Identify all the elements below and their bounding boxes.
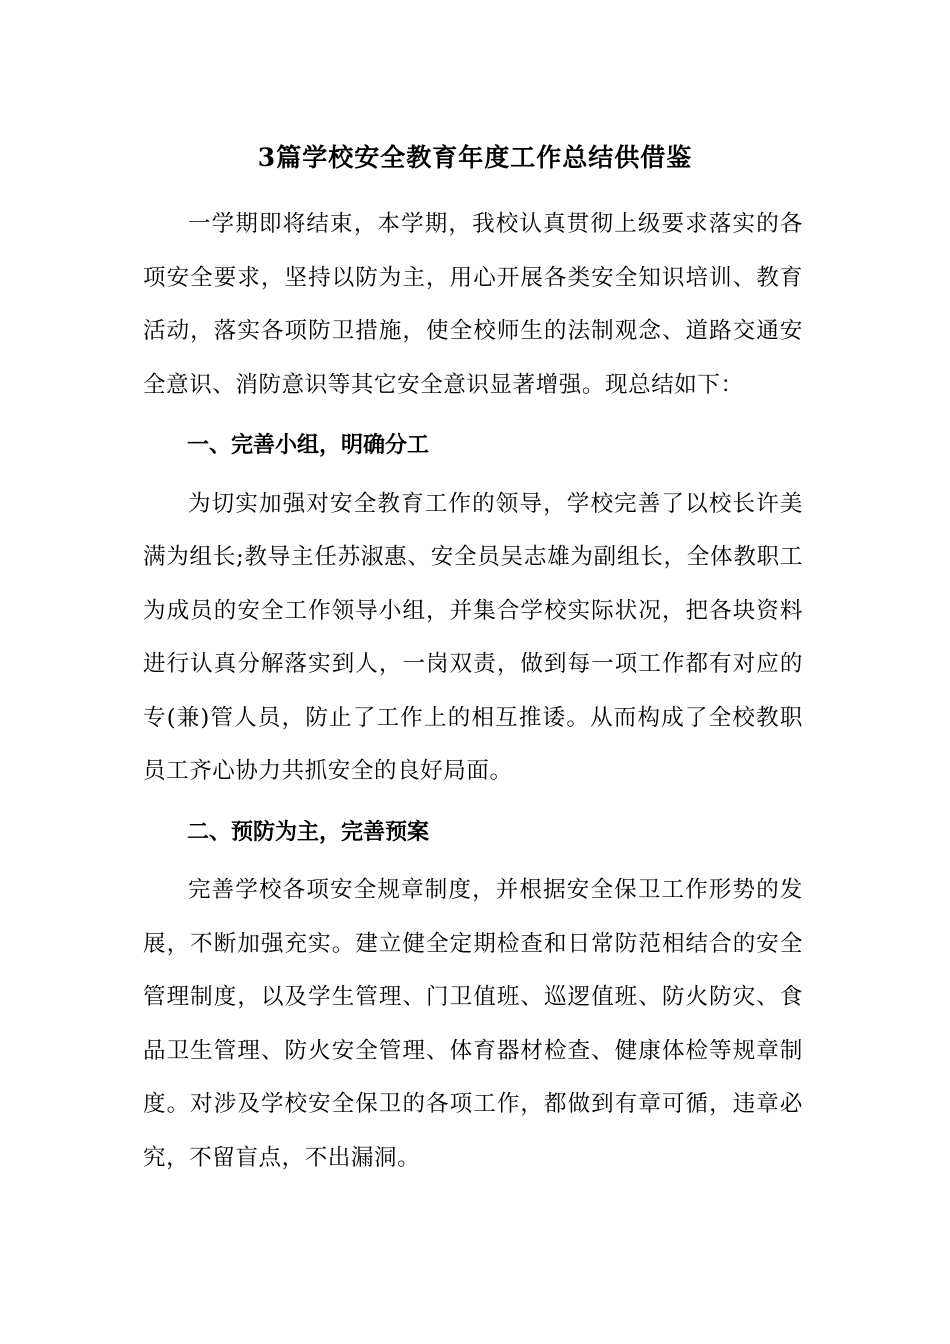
section-paragraph-1: 为切实加强对安全教育工作的领导，学校完善了以校长许美满为组长;教导主任苏淑惠、安全员吴志雄为副组长，全体教职工为成员的安全工作领导小组，并集合学校实际状况，把各块资料进行认真分解落实到人，一岗双责，做到每一项工作都有对应的专(兼)管人员，防止了工作上的相互推诿。从而构成了全校教职员工齐心协力共抓安全的良好局面。	[143, 490, 803, 784]
section-paragraph-2: 完善学校各项安全规章制度，并根据安全保卫工作形势的发展，不断加强充实。建立健全定期检查和日常防范相结合的安全管理制度，以及学生管理、门卫值班、巡逻值班、防火防灾、食品卫生管理、防火安全管理、体育器材检查、健康体检等规章制度。对涉及学校安全保卫的各项工作，都做到有章可循，违章必究，不留盲点，不出漏洞。	[143, 877, 803, 1171]
section-heading-2: 二、预防为主，完善预案	[187, 818, 430, 845]
section-heading-1: 一、完善小组，明确分工	[187, 432, 430, 458]
document-body	[143, 198, 803, 1185]
intro-paragraph: 一学期即将结束，本学期，我校认真贯彻上级要求落实的各项安全要求，坚持以防为主，用心开展各类安全知识培训、教育活动，落实各项防卫措施，使全校师生的法制观念、道路交通安全意识、消防意识等其它安全意识显著增强。现总结如下：	[143, 211, 803, 398]
document-title: 3篇学校安全教育年度工作总结供借鉴	[257, 143, 693, 172]
